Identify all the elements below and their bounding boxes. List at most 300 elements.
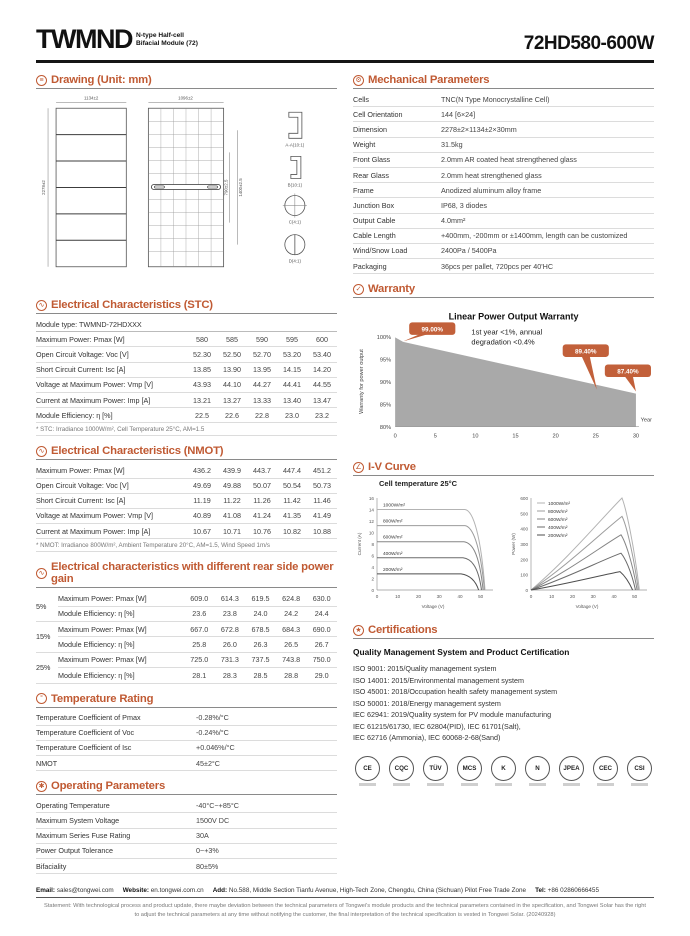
pv-chart: [507, 490, 653, 615]
front-view: [41, 96, 126, 267]
series-label: 600W/m²: [383, 535, 403, 541]
gain-label: 15%: [36, 622, 58, 653]
x-tick: 50: [478, 594, 484, 600]
row-value: 30A: [196, 831, 209, 841]
cert-list: [353, 663, 654, 744]
certification-logo: TÜV: [423, 756, 448, 781]
cert-line: IEC 62941: 2019/Quality system for PV module manufacturing: [353, 710, 552, 720]
footer: [36, 883, 654, 920]
contact-line: [36, 883, 654, 898]
section-iv-curve: [353, 461, 654, 615]
cert-line: ISO 45001: 2018/Occupation health safety management system: [353, 687, 558, 697]
row-value: 731.3: [215, 652, 246, 667]
table-row: [36, 711, 337, 726]
x-tick: 40: [611, 594, 617, 600]
svg-text:87.40%: 87.40%: [617, 368, 639, 376]
certification-logo: CSI: [627, 756, 652, 781]
row-value: 23.8: [215, 606, 246, 621]
row-value: 49.88: [223, 481, 241, 491]
x-tick: 20: [569, 594, 576, 600]
row-value: IP68, 3 diodes: [441, 200, 487, 210]
row-value: 684.3: [276, 622, 307, 637]
certification-logo: CQC: [389, 756, 414, 781]
certification-logo: N: [525, 756, 550, 781]
row-label: Short Circuit Current: Isc [A]: [36, 365, 126, 375]
dim-mount-outer: 1400±2.5: [238, 178, 244, 197]
y-tick: 16: [368, 496, 374, 502]
section-certifications: [353, 624, 654, 790]
y-tick: 400: [520, 526, 528, 532]
row-value: 53.40: [313, 349, 331, 359]
row-value: 1500V DC: [196, 816, 230, 826]
row-value: 750.0: [306, 652, 337, 667]
table-row: [353, 122, 654, 137]
row-value: 436.2: [193, 465, 211, 475]
table-row: [353, 229, 654, 244]
row-value: 50.07: [253, 481, 271, 491]
row-value: 11.19: [193, 496, 211, 506]
dim-mount-inner: 790±2.5: [223, 179, 229, 196]
drawing-icon: ≡: [36, 75, 47, 86]
row-label: Junction Box: [353, 200, 395, 210]
series-label: 200W/m²: [383, 568, 403, 574]
row-label: Cells: [353, 94, 369, 104]
table-row: [353, 138, 654, 153]
row-value: 600: [316, 334, 328, 344]
table-row: [353, 244, 654, 259]
row-value: 13.27: [223, 395, 241, 405]
row-label: Maximum Power: Pmax [W]: [36, 334, 125, 344]
row-label: Wind/Snow Load: [353, 246, 408, 256]
x-tick: 30: [590, 594, 596, 600]
y-tick: 10: [368, 530, 374, 536]
row-value: 590: [256, 334, 268, 344]
row-value: 10.88: [313, 526, 331, 536]
table-row: [36, 408, 337, 423]
table-row: [36, 463, 337, 478]
row-value: 44.10: [223, 380, 241, 390]
y-tick: 80%: [379, 425, 392, 432]
row-value: 4.0mm²: [441, 216, 466, 226]
electrical-icon: ∿: [36, 568, 47, 579]
callout-87: [605, 365, 651, 392]
x-tick: 20: [552, 433, 559, 440]
module-drawing: [36, 92, 337, 285]
y-axis-label: Power (W): [511, 533, 516, 556]
row-value: 672.8: [215, 622, 246, 637]
svg-text:89.40%: 89.40%: [575, 348, 597, 356]
legend: [537, 501, 571, 539]
chart-title: Linear Power Output Warranty: [448, 311, 579, 322]
row-value: 52.70: [253, 349, 271, 359]
row-value: 11.46: [313, 496, 331, 506]
row-value: 41.49: [313, 511, 331, 521]
row-value: 10.71: [223, 526, 241, 536]
row-value: 50.73: [313, 481, 331, 491]
x-tick: 10: [472, 433, 479, 440]
row-value: 585: [226, 334, 238, 344]
row-value: 614.3: [215, 591, 246, 606]
row-value: 26.0: [215, 637, 246, 652]
row-value: 24.0: [245, 606, 276, 621]
row-value: Anodized aluminum alloy frame: [441, 185, 542, 195]
row-value: 13.95: [253, 365, 271, 375]
brand-logo: TWMND: [36, 24, 132, 54]
table-row: [36, 652, 337, 667]
brand-sub-line2: Bifacial Module (72): [135, 39, 198, 47]
row-value: 43.93: [193, 380, 211, 390]
series-label: 400W/m²: [383, 552, 403, 558]
rear-gain-table: [36, 591, 337, 683]
table-row: [353, 168, 654, 183]
cert-line: IEC 62716 (Ammonia), IEC 60068-2-68(Sand): [353, 733, 501, 743]
iv-chart-title: Cell temperature 25°C: [379, 479, 458, 489]
x-tick: 0: [375, 594, 379, 600]
section-title: Warranty: [368, 283, 415, 296]
row-value: -0.28%/°C: [196, 713, 229, 723]
table-row: [36, 726, 337, 741]
certification-logo: JPEA: [559, 756, 584, 781]
y-tick: 2: [371, 576, 374, 582]
row-value: 13.40: [283, 395, 301, 405]
table-row: [353, 183, 654, 198]
svg-text:600W/m²: 600W/m²: [548, 518, 568, 524]
row-label: Short Circuit Current: Isc [A]: [36, 496, 126, 506]
y-axis-label: Current (A): [357, 532, 362, 556]
row-value: 0~+3%: [196, 846, 219, 856]
row-value: 624.8: [276, 591, 307, 606]
row-value: 23.0: [285, 410, 299, 420]
warranty-chart: [353, 301, 654, 447]
y-tick: 0: [525, 588, 528, 594]
row-value: 619.5: [245, 591, 276, 606]
svg-text:800W/m²: 800W/m²: [548, 510, 568, 516]
x-tick: 5: [433, 433, 437, 440]
y-tick: 14: [368, 507, 374, 513]
section-temperature: [36, 693, 337, 772]
row-label: Maximum Power: Pmax [W]: [58, 622, 184, 637]
row-value: 44.55: [313, 380, 331, 390]
row-label: Voltage at Maximum Power: Vmp [V]: [36, 511, 154, 521]
table-row: [36, 637, 337, 652]
section-title: Operating Parameters: [51, 780, 166, 793]
row-value: 44.41: [283, 380, 301, 390]
row-value: 25.8: [184, 637, 215, 652]
row-label: Maximum Series Fuse Rating: [36, 831, 131, 841]
header: [36, 24, 654, 63]
row-value: 45±2°C: [196, 758, 221, 768]
section-title: Electrical Characteristics (STC): [51, 299, 213, 311]
section-warranty: [353, 283, 654, 452]
operating-table: [36, 798, 337, 874]
row-label: Temperature Coefficient of Voc: [36, 728, 135, 738]
thermometer-icon: °: [36, 693, 47, 704]
x-tick: 10: [549, 594, 555, 600]
row-value: 630.0: [306, 591, 337, 606]
row-value: 14.15: [283, 365, 301, 375]
y-tick: 300: [520, 542, 528, 548]
cert-line: ISO 14001: 2015/Environmental management system: [353, 675, 524, 685]
row-value: 678.5: [245, 622, 276, 637]
y-tick: 200: [520, 557, 528, 563]
row-label: Current at Maximum Power: Imp [A]: [36, 395, 151, 405]
row-label: Maximum System Voltage: [36, 816, 120, 826]
row-label: Rear Glass: [353, 170, 389, 180]
row-value: 44.27: [253, 380, 271, 390]
row-value: 13.90: [223, 365, 241, 375]
gain-label: 5%: [36, 591, 58, 621]
row-value: 2400Pa / 5400Pa: [441, 246, 497, 256]
section-title: I-V Curve: [368, 461, 416, 474]
row-value: 690.0: [306, 622, 337, 637]
row-value: 28.5: [245, 668, 276, 683]
row-value: 22.5: [195, 410, 209, 420]
svg-text:99.00%: 99.00%: [421, 326, 443, 334]
row-value: 13.33: [253, 395, 271, 405]
certification-logo: CEC: [593, 756, 618, 781]
row-label: Output Cable: [353, 216, 396, 226]
row-value: 26.3: [245, 637, 276, 652]
row-value: 451.2: [313, 465, 331, 475]
curve-icon: ∠: [353, 462, 364, 473]
row-value: 50.54: [283, 481, 301, 491]
table-row: [36, 622, 337, 637]
section-title: Drawing (Unit: mm): [51, 74, 152, 86]
row-value: 10.82: [283, 526, 301, 536]
table-row: [353, 153, 654, 168]
row-value: 40.89: [193, 511, 211, 521]
certificate-icon: ★: [353, 625, 364, 636]
nmot-footnote: * NMOT: Irradiance 800W/m², Ambient Temperature 20°C, AM=1.5, Wind Speed 1m/s: [36, 539, 337, 552]
row-value: 31.5kg: [441, 140, 463, 150]
row-value: 737.5: [245, 652, 276, 667]
row-value: 80±5%: [196, 861, 219, 871]
x-tick: 40: [457, 594, 463, 600]
row-label: Voltage at Maximum Power: Vmp [V]: [36, 380, 154, 390]
model-number: 72HD580-600W: [523, 33, 654, 54]
series-label: 800W/m²: [383, 519, 403, 525]
row-value: 26.5: [276, 637, 307, 652]
table-row: [36, 756, 337, 771]
row-label: Module Efficiency: η [%]: [58, 637, 184, 652]
y-tick: 100%: [376, 335, 392, 342]
x-axis-label: Voltage (V): [421, 604, 445, 610]
row-value: 13.21: [193, 395, 211, 405]
cert-line: ISO 50001: 2018/Energy management system: [353, 698, 501, 708]
row-label: NMOT: [36, 758, 58, 768]
table-row: [36, 509, 337, 524]
x-tick: 25: [592, 433, 599, 440]
wrench-icon: ⚙: [353, 75, 364, 86]
y-tick: 8: [371, 542, 374, 548]
x-tick: 0: [529, 594, 533, 600]
row-value: +400mm, -200mm or ±1400mm, length can be customized: [441, 231, 628, 241]
row-label: Maximum Power: Pmax [W]: [58, 652, 184, 667]
row-label: Temperature Coefficient of Pmax: [36, 713, 141, 723]
shield-check-icon: ✓: [353, 284, 364, 295]
series-label: 1000W/m²: [383, 503, 406, 509]
row-value: 23.2: [315, 410, 329, 420]
row-value: 26.7: [306, 637, 337, 652]
section-nmot: [36, 445, 337, 552]
section-operating: [36, 780, 337, 874]
y-tick: 500: [520, 511, 528, 517]
detail-caption: D(4:1): [288, 258, 301, 264]
certification-logo: MCS: [457, 756, 482, 781]
y-tick: 100: [520, 572, 528, 578]
row-label: Module Efficiency: η [%]: [58, 668, 184, 683]
electrical-icon: ∿: [36, 300, 47, 311]
brand-sub-line1: N-type Half-cell: [135, 31, 184, 39]
cert-line: ISO 9001: 2015/Quality management system: [353, 664, 497, 674]
y-tick: 6: [371, 553, 374, 559]
contact-tel: Tel: +86 02860666455: [535, 887, 599, 895]
table-row: [36, 859, 337, 874]
row-value: 439.9: [223, 465, 241, 475]
certification-logo: K: [491, 756, 516, 781]
contact-address: Add: No.588, Middle Section Tianfu Avenue, High-Tech Zone, Chengdu, China (Sichuan) Pilot Free Trade Zone: [212, 887, 527, 895]
row-value: 11.26: [253, 496, 271, 506]
table-row: [36, 829, 337, 844]
x-axis-label: Year: [640, 417, 652, 424]
row-label: Dimension: [353, 124, 387, 134]
x-tick: 20: [415, 594, 422, 600]
row-value: 53.20: [283, 349, 301, 359]
y-tick: 95%: [379, 357, 392, 364]
certification-logo: CE: [355, 756, 380, 781]
row-label: Weight: [353, 140, 376, 150]
section-drawing: [36, 74, 337, 290]
left-column: [36, 74, 337, 883]
y-tick: 85%: [379, 402, 392, 409]
row-label: Cable Length: [353, 231, 396, 241]
chart-subtitle: 1st year <1%, annual: [471, 327, 543, 337]
x-axis-label: Voltage (V): [575, 604, 599, 610]
y-tick: 600: [520, 496, 528, 502]
y-tick: 0: [371, 588, 374, 594]
back-view: [148, 96, 243, 267]
row-value: +0.046%/°C: [196, 743, 235, 753]
row-value: 52.50: [223, 349, 241, 359]
row-label: Maximum Power: Pmax [W]: [36, 465, 125, 475]
row-value: TNC(N Type Monocrystalline Cell): [441, 94, 550, 104]
nmot-table: [36, 463, 337, 539]
row-value: 14.20: [313, 365, 331, 375]
svg-text:1000W/m²: 1000W/m²: [548, 502, 571, 508]
chart-subtitle: degradation <0.4%: [471, 337, 535, 347]
row-value: 13.85: [193, 365, 211, 375]
table-row: [36, 378, 337, 393]
section-title: Certifications: [368, 624, 438, 637]
row-value: 2.0mm heat strengthened glass: [441, 170, 542, 180]
table-row: [36, 798, 337, 813]
row-value: 41.08: [223, 511, 241, 521]
temperature-table: [36, 711, 337, 772]
row-value: 595: [286, 334, 298, 344]
gain-label: 25%: [36, 652, 58, 683]
row-label: Operating Temperature: [36, 800, 110, 810]
row-label: Cell Orientation: [353, 109, 403, 119]
callout-99: [403, 323, 455, 342]
detail-caption: B(10:1): [287, 182, 303, 188]
brand-subtitle: [136, 32, 198, 48]
row-label: Module Efficiency: η [%]: [58, 606, 184, 621]
section-title: Electrical characteristics with different rear side power gain: [51, 561, 334, 586]
row-label: Power Output Tolerance: [36, 846, 113, 856]
row-value: 667.0: [184, 622, 215, 637]
table-row: [353, 92, 654, 107]
table-row: [36, 347, 337, 362]
cert-line: IEC 61215/61730, IEC 62804(PID), IEC 61701(Salt),: [353, 721, 521, 731]
row-value: 36pcs per pallet, 720pcs per 40'HC: [441, 261, 554, 271]
cert-logos: [353, 756, 654, 790]
x-tick: 30: [436, 594, 442, 600]
table-row: [36, 606, 337, 621]
table-row: [36, 479, 337, 494]
section-rear-gain: [36, 561, 337, 683]
detail-views: [283, 112, 307, 263]
table-row: [36, 668, 337, 683]
table-row: [36, 363, 337, 378]
section-title: Temperature Rating: [51, 692, 154, 705]
row-label: Open Circuit Voltage: Voc [V]: [36, 349, 129, 359]
row-value: 24.4: [306, 606, 337, 621]
row-value: 52.30: [193, 349, 211, 359]
x-tick: 30: [632, 433, 640, 440]
row-value: 29.0: [306, 668, 337, 683]
table-row: [36, 741, 337, 756]
section-mechanical: [353, 74, 654, 274]
table-row: [353, 198, 654, 213]
y-axis-label: Warranty for power output: [359, 349, 366, 415]
row-label: Front Glass: [353, 155, 391, 165]
legal-statement: Statement: With technological process and product update, there maybe deviation between the technical parameters of Tongwei's module products and the technical parameters contained in the specification, and Tongwei Solar has the right to adjust the technical parameters at any time without notifying the customer, the final interpretation of the technical specification is vested in Tongwei Solar. (20240928): [44, 903, 646, 919]
row-value: 24.2: [276, 606, 307, 621]
section-title: Mechanical Parameters: [368, 74, 490, 86]
electrical-icon: ∿: [36, 446, 47, 457]
dim-back-width: 1096±2: [178, 95, 193, 101]
row-value: 11.22: [223, 496, 241, 506]
table-row: [36, 813, 337, 828]
table-row: [36, 844, 337, 859]
row-value: 743.8: [276, 652, 307, 667]
table-row: [353, 259, 654, 274]
table-row: [353, 107, 654, 122]
detail-caption: C(4:1): [288, 219, 301, 225]
row-value: 22.8: [255, 410, 269, 420]
row-label: Frame: [353, 185, 374, 195]
table-row: [36, 591, 337, 606]
row-label: Bifaciality: [36, 861, 67, 871]
row-value: 144 [6×24]: [441, 109, 476, 119]
svg-text:200W/m²: 200W/m²: [548, 534, 568, 540]
row-value: 10.67: [193, 526, 211, 536]
row-value: 28.3: [215, 668, 246, 683]
dim-front-height: 2278±2: [41, 180, 47, 195]
row-value: 28.1: [184, 668, 215, 683]
row-value: 28.8: [276, 668, 307, 683]
row-value: 49.69: [193, 481, 211, 491]
svg-text:400W/m²: 400W/m²: [548, 526, 568, 532]
gear-icon: ✱: [36, 781, 47, 792]
detail-caption: A-A(10:1): [285, 142, 305, 148]
mechanical-table: [353, 92, 654, 274]
row-value: 580: [196, 334, 208, 344]
row-value: 2278±2×1134±2×30mm: [441, 124, 517, 134]
row-label: Current at Maximum Power: Imp [A]: [36, 526, 151, 536]
table-row: [36, 393, 337, 408]
table-row: [353, 214, 654, 229]
